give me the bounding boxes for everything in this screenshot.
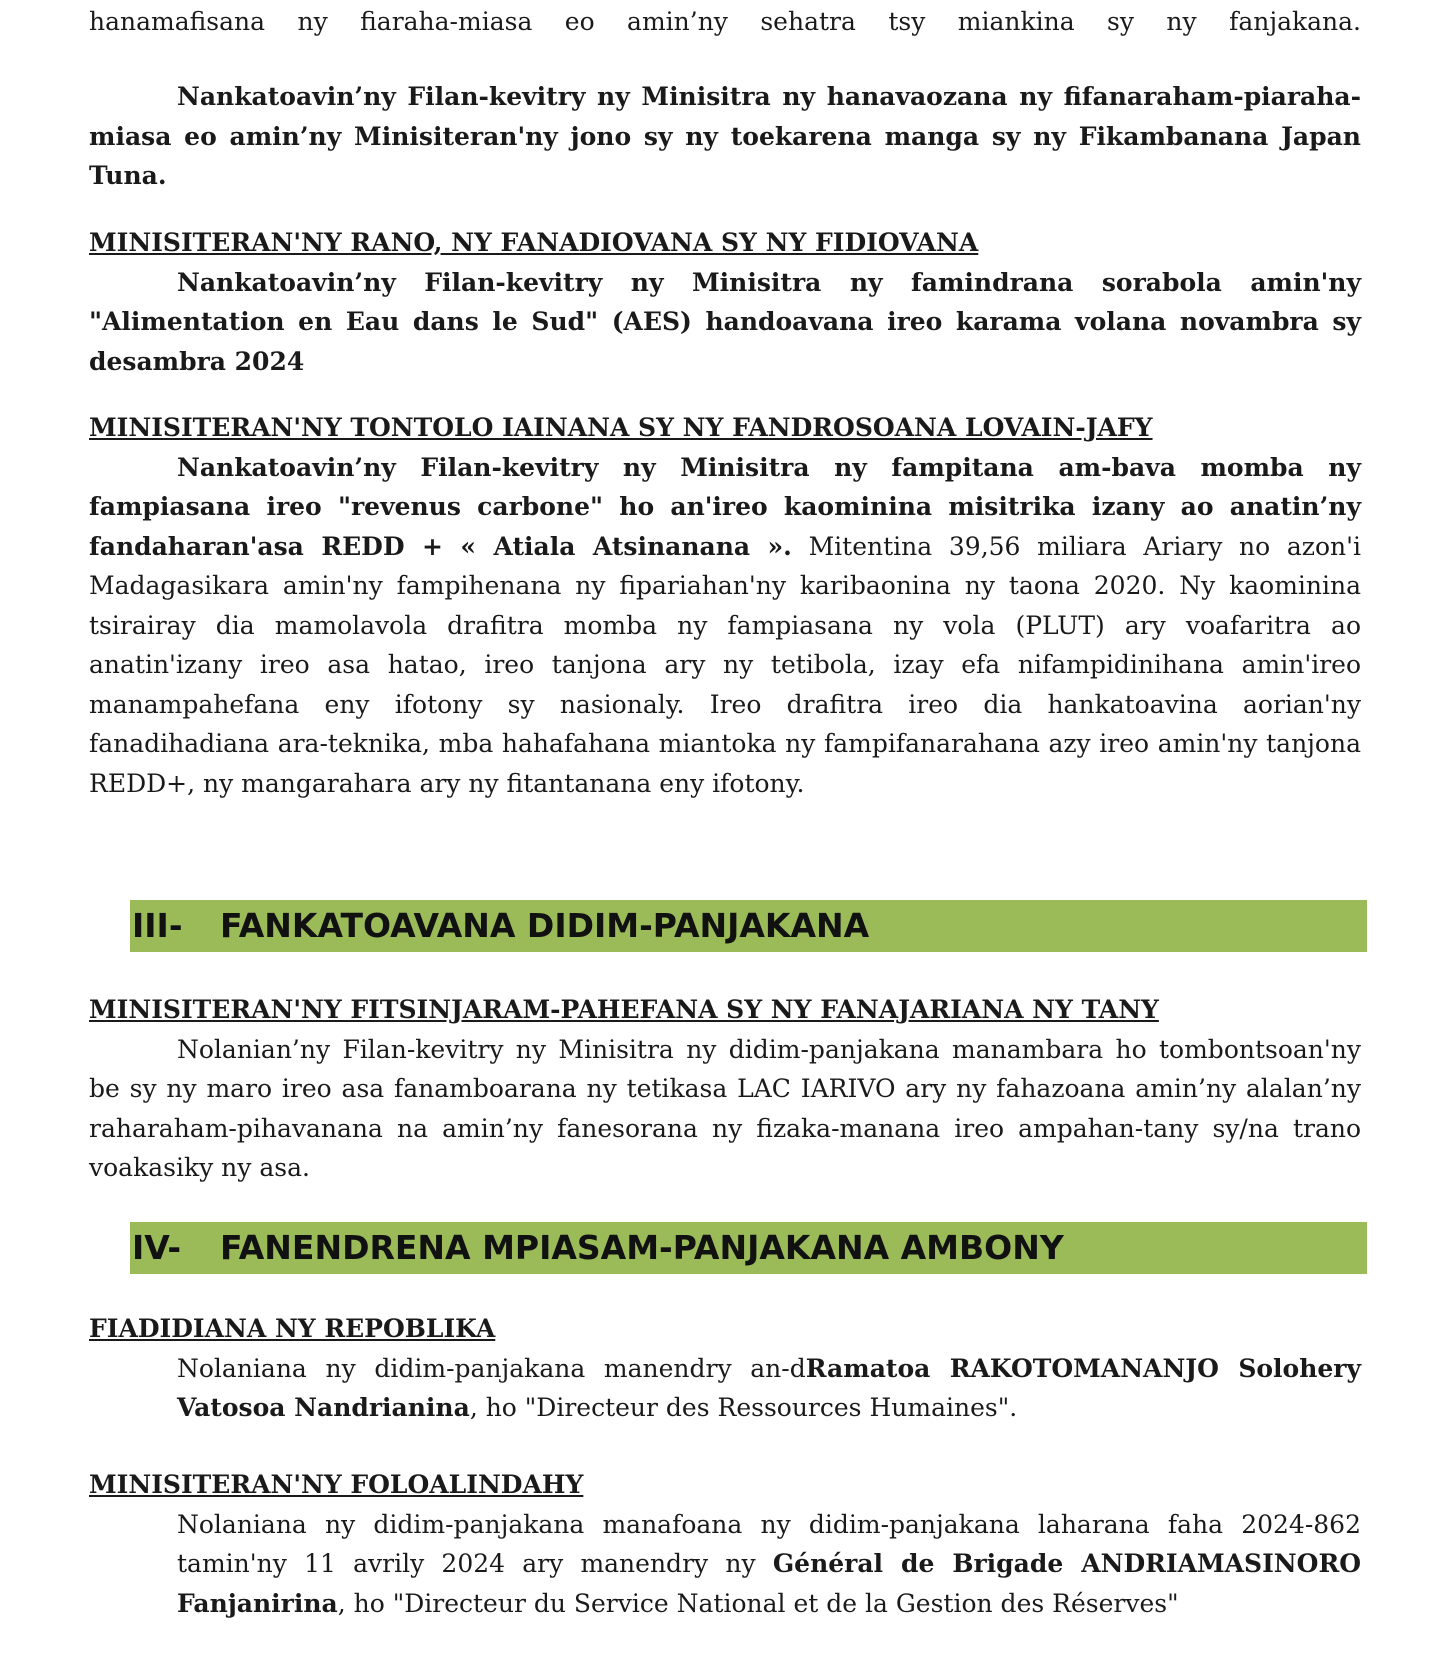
intro-block — [89, 2, 1361, 42]
defense-appointee: Général de Brigade ANDRIAMASINORO Fanjanirina — [177, 1549, 1361, 1618]
defense-text-b: , ho "Directeur du Service National et de la Gestion des Réserves" — [337, 1588, 1179, 1618]
section-3-title: FANKATOAVANA DIDIM-PANJAKANA — [220, 906, 870, 945]
environment-bold-text: Nankatoavin’ny Filan-kevitry ny Minisitra ny fampitana am-bava momba ny fampiasana ireo "revenus carbone" ho an'ireo kaominina misitrika izany ao anatin’ny fandaharan'asa REDD + « Atiala Atsinanana ». — [89, 452, 1361, 561]
defense-block — [89, 1465, 1361, 1623]
water-ministry-heading: MINISITERAN'NY RANO, NY FANADIOVANA SY NY FIDIOVANA — [89, 228, 979, 257]
defense-heading: MINISITERAN'NY FOLOALINDAHY — [89, 1470, 584, 1499]
water-ministry-block — [89, 223, 1361, 381]
presidency-appointee: Ramatoa RAKOTOMANANJO Solohery Vatosoa Nandrianina — [177, 1353, 1361, 1422]
environment-ministry-heading: MINISITERAN'NY TONTOLO IAINANA SY NY FANDROSOANA LOVAIN-JAFY — [89, 413, 1153, 442]
presidency-paragraph — [89, 1349, 1361, 1428]
intro-line: hanamafisana ny fiaraha-miasa eo amin’ny sehatra tsy miankina sy ny fanjakana. — [89, 7, 1361, 36]
presidency-text-a: Nolaniana ny didim-panjakana manendry an-d — [177, 1353, 806, 1383]
water-ministry-paragraph: Nankatoavin’ny Filan-kevitry ny Minisitra ny famindrana sorabola amin'ny "Alimentation en Eau dans le Sud" (AES) handoavana ireo karama volana novambra sy desambra 2024 — [89, 267, 1361, 376]
defense-text-a: Nolaniana ny didim-panjakana manafoana ny didim-panjakana laharana faha 2024-862 tamin'ny 11 avrily 2024 ary manendry ny — [177, 1509, 1361, 1578]
japan-tuna-paragraph: Nankatoavin’ny Filan-kevitry ny Minisitra ny hanavaozana ny fifanaraham-piaraha-miasa eo amin’ny Minisiteran'ny jono sy ny toekarena manga sy ny Fikambanana Japan Tuna. — [89, 82, 1361, 190]
section-3-number: III- — [132, 906, 183, 945]
section-4-number: IV- — [132, 1228, 182, 1267]
environment-ministry-paragraph — [89, 448, 1361, 804]
decentralization-ministry-heading: MINISITERAN'NY FITSINJARAM-PAHEFANA SY NY FANAJARIANA NY TANY — [89, 995, 1159, 1024]
defense-paragraph — [89, 1505, 1361, 1624]
environment-normal-text: Mitentina 39,56 miliara Ariary no azon'i Madagasikara amin'ny fampihenana ny fipariahan'ny karibaonina ny taona 2020. Ny kaominina tsirairay dia mamolavola drafitra momba ny fampiasana ny vola (PLUT) ary voafaritra ao anatin'izany ireo asa hatao, ireo tanjona ary ny tetibola, izay efa nifampidinihana amin'ireo manampahefana eny ifotony sy nasionaly. Ireo drafitra ireo dia hankatoavina aorian'ny fanadihadiana ara-teknika, mba hahafahana miantoka ny fampifanarahana azy ireo amin'ny tanjona REDD+, ny mangarahara ary ny fitantanana eny ifotony. — [89, 531, 1361, 798]
presidency-text-b: , ho "Directeur des Ressources Humaines". — [469, 1393, 1018, 1422]
presidency-block — [89, 1309, 1361, 1428]
section-4-title: FANENDRENA MPIASAM-PANJAKANA AMBONY — [220, 1228, 1064, 1267]
section-3-bar — [130, 900, 1367, 952]
japan-tuna-block — [89, 77, 1361, 196]
section-3-content — [89, 990, 1361, 1188]
section-4-bar — [130, 1222, 1367, 1274]
environment-ministry-block — [89, 408, 1361, 803]
decentralization-ministry-paragraph: Nolanian’ny Filan-kevitry ny Minisitra ny didim-panjakana manambara ho tombontsoan'ny be sy ny maro ireo asa fanamboarana ny tetikasa LAC IARIVO ary ny fahazoana amin’ny alalan’ny raharaham-pihavanana na amin’ny fanesorana ny fizaka-manana ireo ampahan-tany sy/na trano voakasiky ny asa. — [89, 1034, 1361, 1182]
presidency-heading: FIADIDIANA NY REPOBLIKA — [89, 1314, 496, 1343]
